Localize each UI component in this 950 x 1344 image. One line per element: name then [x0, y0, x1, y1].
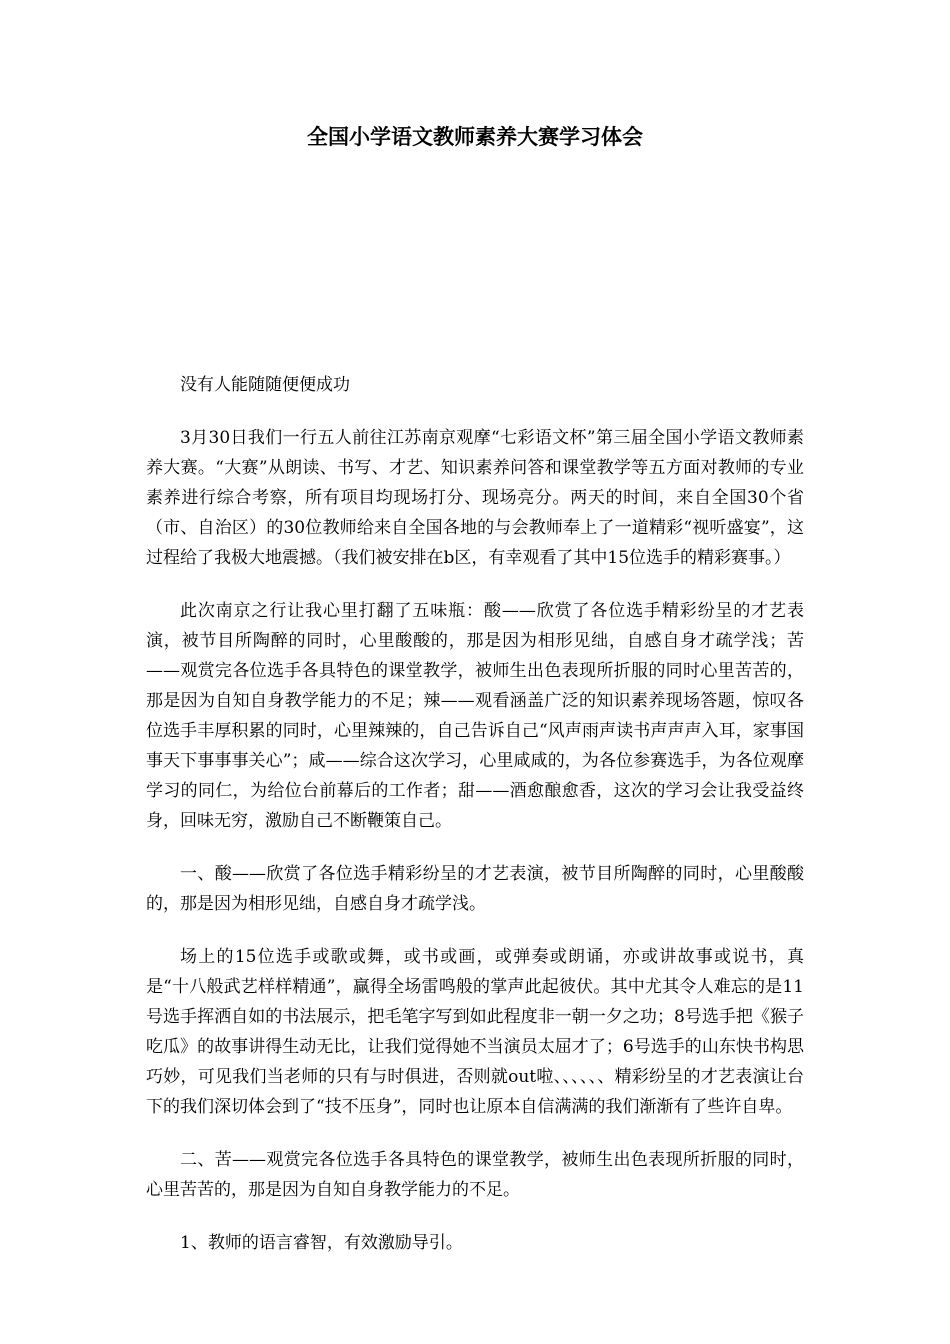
- paragraph-five-flavors: 此次南京之行让我心里打翻了五味瓶：酸——欣赏了各位选手精彩纷呈的才艺表演，被节目所陶醉的同时，心里酸酸的，那是因为相形见绌，自感自身才疏学浅；苦——观赏完各位选手各具特色的课堂教学，被师生出色表现所折服的同时心里苦苦的，那是因为自知自身教学能力的不足；辣——观看涵盖广泛的知识素养现场答题，惊叹各位选手丰厚积累的同时，心里辣辣的，自己告诉自己“风声雨声读书声声声入耳，家事国事天下事事事关心”；咸——综合这次学习，心里咸咸的，为各位参赛选手，为各位观摩学习的同仁，为给位台前幕后的工作者；甜——酒愈酿愈香，这次的学习会让我受益终身，回味无穷，激励自己不断鞭策自己。: [146, 601, 804, 831]
- document-body: [146, 370, 804, 1281]
- section-heading-bitter: 二、苦——观赏完各位选手各具特色的课堂教学，被师生出色表现所折服的同时，心里苦苦的，那是因为自知自身教学能力的不足。: [146, 1150, 804, 1200]
- document-title: 全国小学语文教师素养大赛学习体会: [307, 124, 643, 149]
- section-heading-sour: 一、酸——欣赏了各位选手精彩纷呈的才艺表演，被节目所陶醉的同时，心里酸酸的，那是因为相形见绌，自感自身才疏学浅。: [146, 864, 804, 914]
- paragraph-intro: 3月30日我们一行五人前往江苏南京观摩“七彩语文杯”第三届全国小学语文教师素养大赛。“大赛”从朗读、书写、才艺、知识素养问答和课堂教学等五方面对教师的专业素养进行综合考察，所有项目均现场打分、现场亮分。两天的时间，来自全国30个省（市、自治区）的30位教师给来自全国各地的与会教师奉上了一道精彩“视听盛宴”，这过程给了我极大地震撼。（我们被安排在b区，有幸观看了其中15位选手的精彩赛事。）: [146, 428, 804, 568]
- paragraph-subtitle: 没有人能随随便便成功: [180, 375, 350, 395]
- list-item-teacher-language: 1、教师的语言睿智，有效激励导引。: [180, 1233, 463, 1253]
- paragraph-talent-show: 场上的15位选手或歌或舞，或书或画，或弹奏或朗诵，亦或讲故事或说书，真是“十八般武艺样样精通”，赢得全场雷鸣般的掌声此起彼伏。其中尤其令人难忘的是11号选手挥洒自如的书法展示，把毛笔字写到如此程度非一朝一夕之功；8号选手把《猴子吃瓜》的故事讲得生动无比，让我们觉得她不当演员太屈才了；6号选手的山东快书构思巧妙，可见我们当老师的只有与时俱进，否则就out啦、、、、、、精彩纷呈的才艺表演让台下的我们深切体会到了“技不压身”，同时也让原本自信满满的我们渐渐有了些许自卑。: [146, 947, 804, 1117]
